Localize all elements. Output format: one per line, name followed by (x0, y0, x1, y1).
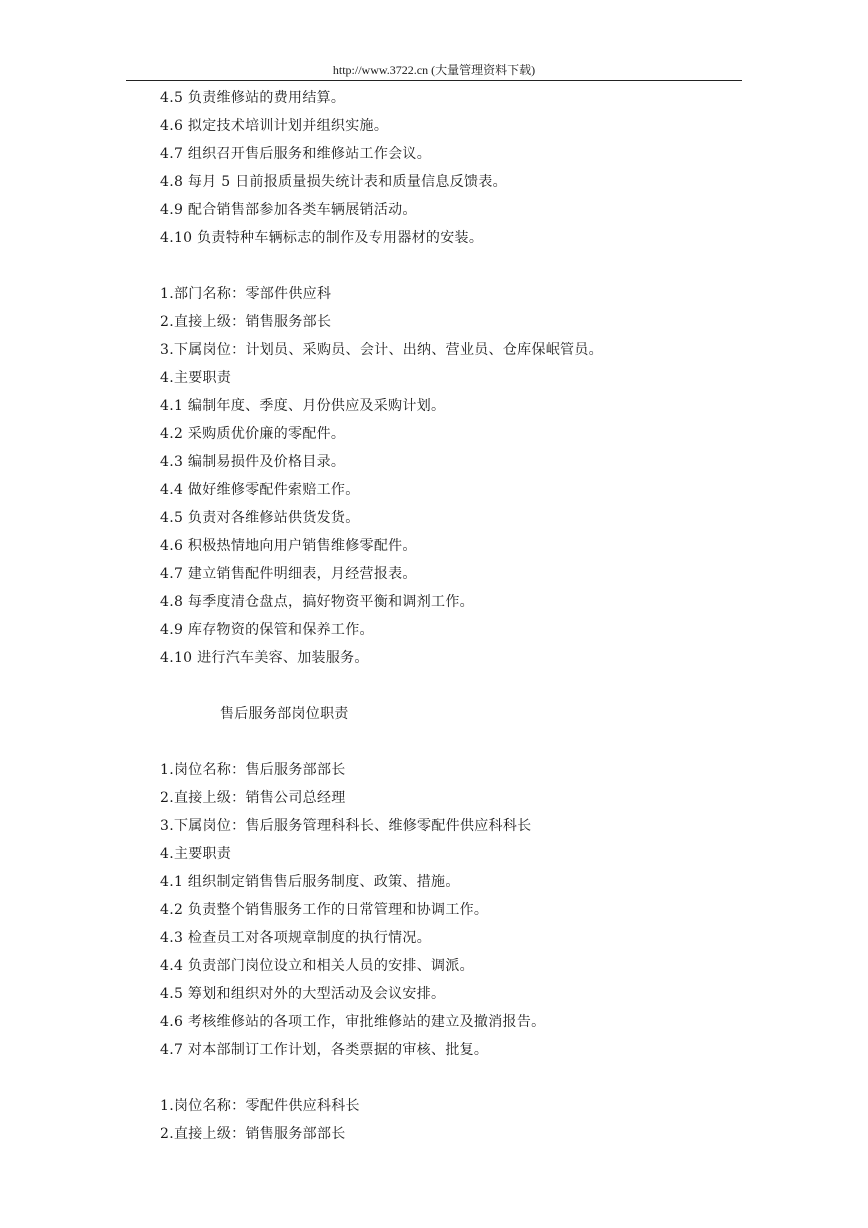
text-line: 1.部门名称：零部件供应科 (160, 286, 332, 302)
text-line: 4.5 负责维修站的费用结算。 (160, 90, 346, 106)
text-line: 2.直接上级：销售公司总经理 (160, 790, 346, 806)
text-line: 4.10 进行汽车美容、加装服务。 (160, 650, 369, 666)
text-line: 3.下属岗位：计划员、采购员、会计、出纳、营业员、仓库保岷管员。 (160, 342, 603, 358)
text-line: 2.直接上级：销售服务部长 (160, 314, 332, 330)
text-line: 4.3 检查员工对各项规章制度的执行情况。 (160, 930, 432, 946)
text-line: 4.主要职责 (160, 370, 232, 386)
text-line: 4.5 负责对各维修站供货发货。 (160, 510, 360, 526)
text-line: 4.9 库存物资的保管和保养工作。 (160, 622, 374, 638)
text-line: 4.7 组织召开售后服务和维修站工作会议。 (160, 146, 432, 162)
text-line: 4.4 做好维修零配件索赔工作。 (160, 482, 360, 498)
page-header (126, 60, 742, 81)
text-line: 4.1 编制年度、季度、月份供应及采购计划。 (160, 398, 446, 414)
section-heading: 售后服务部岗位职责 (220, 706, 349, 722)
blank-line (160, 1064, 760, 1092)
text-line: 4.2 负责整个销售服务工作的日常管理和协调工作。 (160, 902, 489, 918)
text-line: 4.主要职责 (160, 846, 232, 862)
text-line: 3.下属岗位：售后服务管理科科长、维修零配件供应科科长 (160, 818, 532, 834)
text-line: 4.4 负责部门岗位设立和相关人员的安排、调派。 (160, 958, 474, 974)
text-line: 1.岗位名称：售后服务部部长 (160, 762, 346, 778)
text-line: 1.岗位名称：零配件供应科科长 (160, 1098, 360, 1114)
text-line: 4.6 考核维修站的各项工作，审批维修站的建立及撤消报告。 (160, 1014, 546, 1030)
text-line: 4.8 每季度清仓盘点，搞好物资平衡和调剂工作。 (160, 594, 474, 610)
blank-line (160, 252, 760, 280)
text-line: 4.7 对本部制订工作计划，各类票据的审核、批复。 (160, 1042, 489, 1058)
text-line: 4.6 积极热情地向用户销售维修零配件。 (160, 538, 417, 554)
text-line: 4.8 每月 5 日前报质量损失统计表和质量信息反馈表。 (160, 174, 507, 190)
text-line: 4.5 筹划和组织对外的大型活动及会议安排。 (160, 986, 446, 1002)
text-line: 4.9 配合销售部参加各类车辆展销活动。 (160, 202, 417, 218)
blank-line (160, 728, 760, 756)
document-body (160, 84, 760, 1148)
text-line: 2.直接上级：销售服务部部长 (160, 1126, 346, 1142)
text-line: 4.3 编制易损件及价格目录。 (160, 454, 346, 470)
text-line: 4.2 采购质优价廉的零配件。 (160, 426, 346, 442)
blank-line (160, 672, 760, 700)
text-line: 4.10 负责特种车辆标志的制作及专用器材的安装。 (160, 230, 484, 246)
text-line: 4.7 建立销售配件明细表，月经营报表。 (160, 566, 417, 582)
header-url-text: http://www.3722.cn (大量管理资料下载) (332, 63, 536, 77)
text-line: 4.6 拟定技术培训计划并组织实施。 (160, 118, 389, 134)
text-line: 4.1 组织制定销售售后服务制度、政策、措施。 (160, 874, 460, 890)
